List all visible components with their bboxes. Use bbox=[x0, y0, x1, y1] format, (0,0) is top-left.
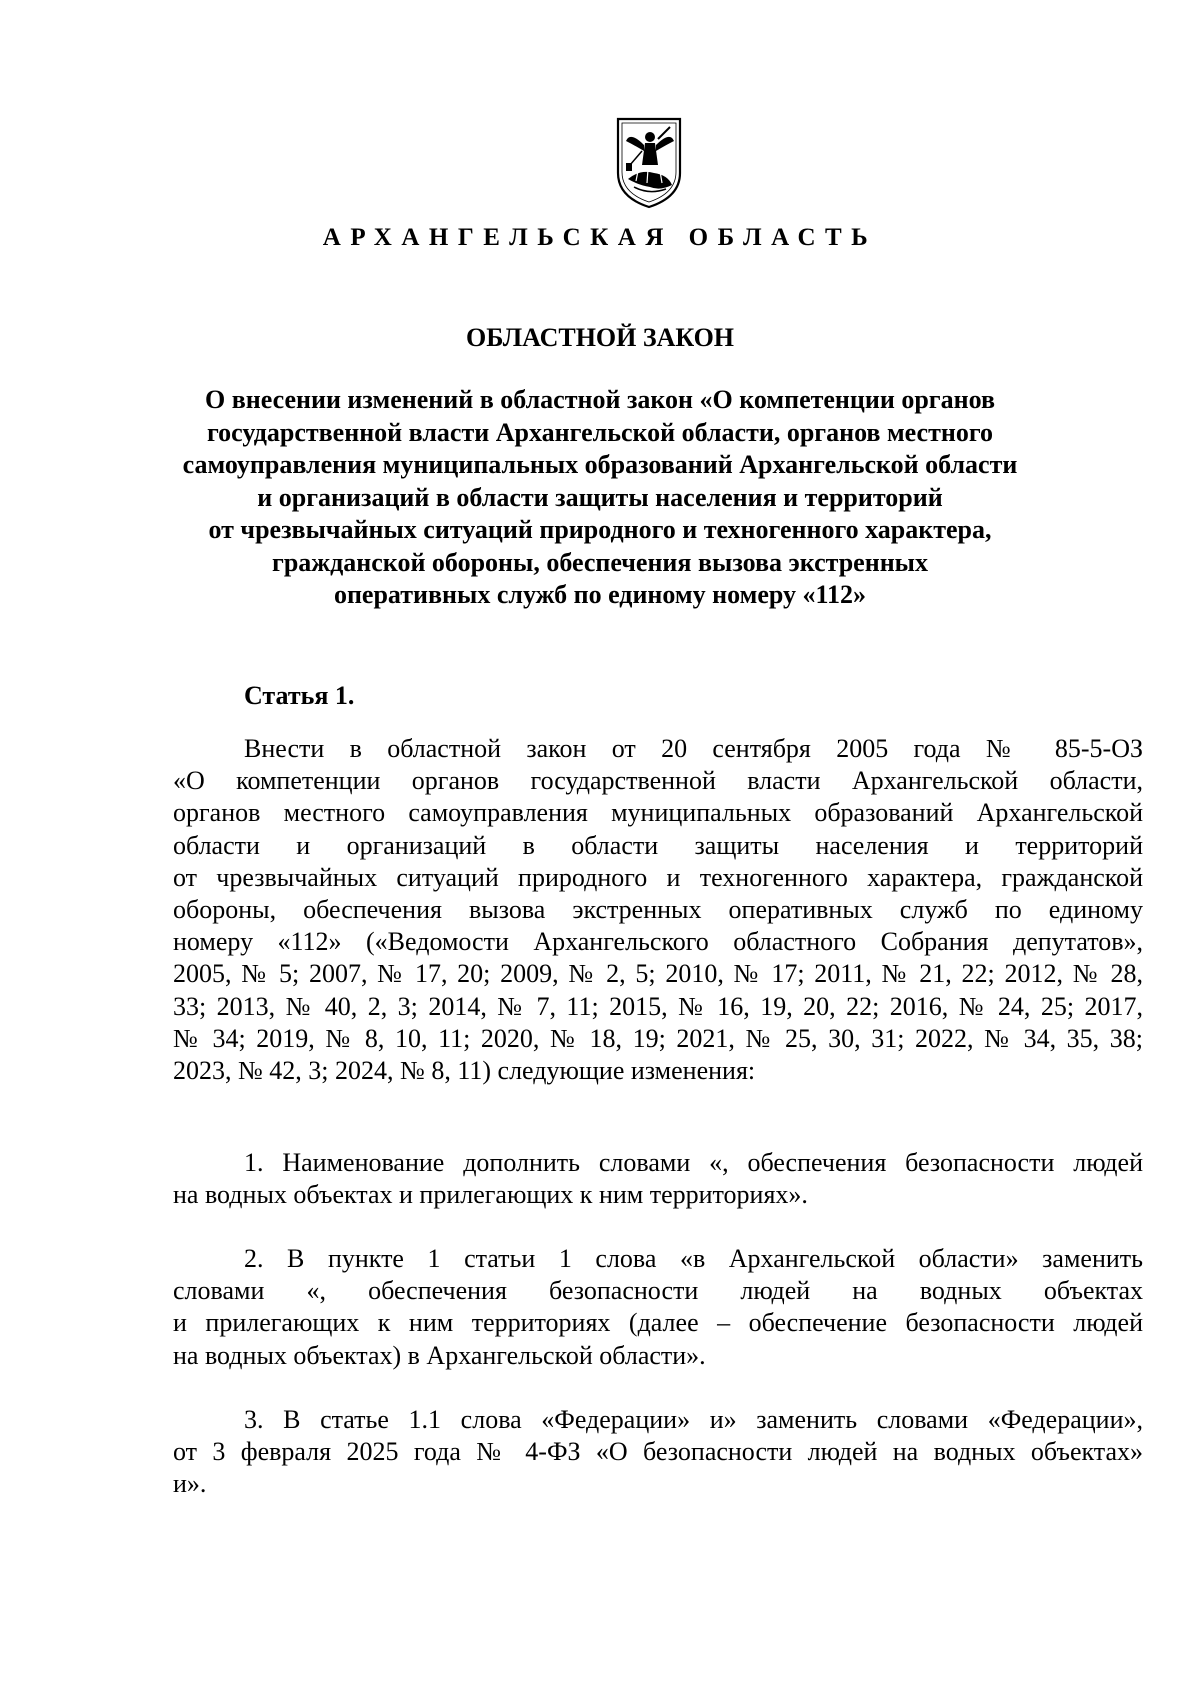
amendment-item-2 bbox=[173, 1243, 1143, 1372]
amendment-item-3 bbox=[173, 1404, 1143, 1501]
paragraph-line: обороны, обеспечения вызова экстренных оперативных служб по единому bbox=[173, 895, 1143, 925]
law-type-heading: ОБЛАСТНОЙ ЗАКОН bbox=[465, 323, 735, 352]
law-title-line: государственной власти Архангельской области, органов местного bbox=[206, 417, 993, 447]
region-title: АРХАНГЕЛЬСКАЯ ОБЛАСТЬ bbox=[322, 224, 878, 251]
paragraph-line: 2. В пункте 1 статьи 1 слова «в Архангельской области» заменить bbox=[244, 1244, 1143, 1273]
paragraph-line: 2005, № 5; 2007, № 17, 20; 2009, № 2, 5; 2010, № 17; 2011, № 21, 22; 2012, № 28, bbox=[173, 959, 1143, 989]
paragraph-line: словами «, обеспечения безопасности людей на водных объектах bbox=[173, 1276, 1143, 1306]
paragraph-line: Внести в областной закон от 20 сентября 2005 года № 85-5-ОЗ bbox=[244, 734, 1143, 763]
paragraph-line: и прилегающих к ним территориях (далее – обеспечение безопасности людей bbox=[173, 1308, 1143, 1338]
paragraph-line: органов местного самоуправления муниципальных образований Архангельской bbox=[173, 798, 1143, 828]
paragraph-line: № 34; 2019, № 8, 10, 11; 2020, № 18, 19; 2021, № 25, 30, 31; 2022, № 34, 35, 38; bbox=[173, 1023, 1143, 1053]
paragraph-line: 1. Наименование дополнить словами «, обеспечения безопасности людей bbox=[244, 1148, 1143, 1177]
paragraph-line: номеру «112» («Ведомости Архангельского областного Собрания депутатов», bbox=[173, 927, 1143, 957]
law-title-line: О внесении изменений в областной закон «О компетенции органов bbox=[204, 385, 995, 414]
paragraph-line: «О компетенции органов государственной власти Архангельской области, bbox=[173, 766, 1143, 796]
amendment-item-1 bbox=[173, 1147, 1143, 1211]
paragraph-line: от 3 февраля 2025 года № 4-ФЗ «О безопасности людей на водных объектах» bbox=[173, 1437, 1143, 1467]
paragraph-line: области и организаций в области защиты населения и территорий bbox=[173, 830, 1143, 860]
law-title-line: от чрезвычайных ситуаций природного и техногенного характера, bbox=[208, 515, 992, 544]
article-intro-paragraph bbox=[173, 733, 1143, 1087]
law-title bbox=[150, 384, 1050, 612]
law-title-line: самоуправления муниципальных образований Архангельской области bbox=[182, 450, 1018, 479]
paragraph-line: от чрезвычайных ситуаций природного и техногенного характера, гражданской bbox=[173, 862, 1143, 892]
paragraph-line: 33; 2013, № 40, 2, 3; 2014, № 7, 11; 2015, № 16, 19, 20, 22; 2016, № 24, 25; 2017, bbox=[173, 991, 1143, 1021]
paragraph-line: на водных объектах) в Архангельской области». bbox=[173, 1340, 706, 1370]
law-title-line: гражданской обороны, обеспечения вызова экстренных bbox=[272, 547, 928, 577]
law-title-line: оперативных служб по единому номеру «112» bbox=[333, 580, 867, 609]
coat-of-arms-icon bbox=[614, 115, 684, 211]
article-heading: Статья 1. bbox=[244, 681, 355, 710]
paragraph-line: и». bbox=[173, 1469, 207, 1499]
paragraph-line: 3. В статье 1.1 слова «Федерации» и» заменить словами «Федерации», bbox=[244, 1405, 1143, 1434]
law-title-line: и организаций в области защиты населения и территорий bbox=[257, 482, 943, 512]
paragraph-line: 2023, № 42, 3; 2024, № 8, 11) следующие изменения: bbox=[173, 1056, 756, 1086]
paragraph-line: на водных объектах и прилегающих к ним территориях». bbox=[173, 1180, 808, 1210]
